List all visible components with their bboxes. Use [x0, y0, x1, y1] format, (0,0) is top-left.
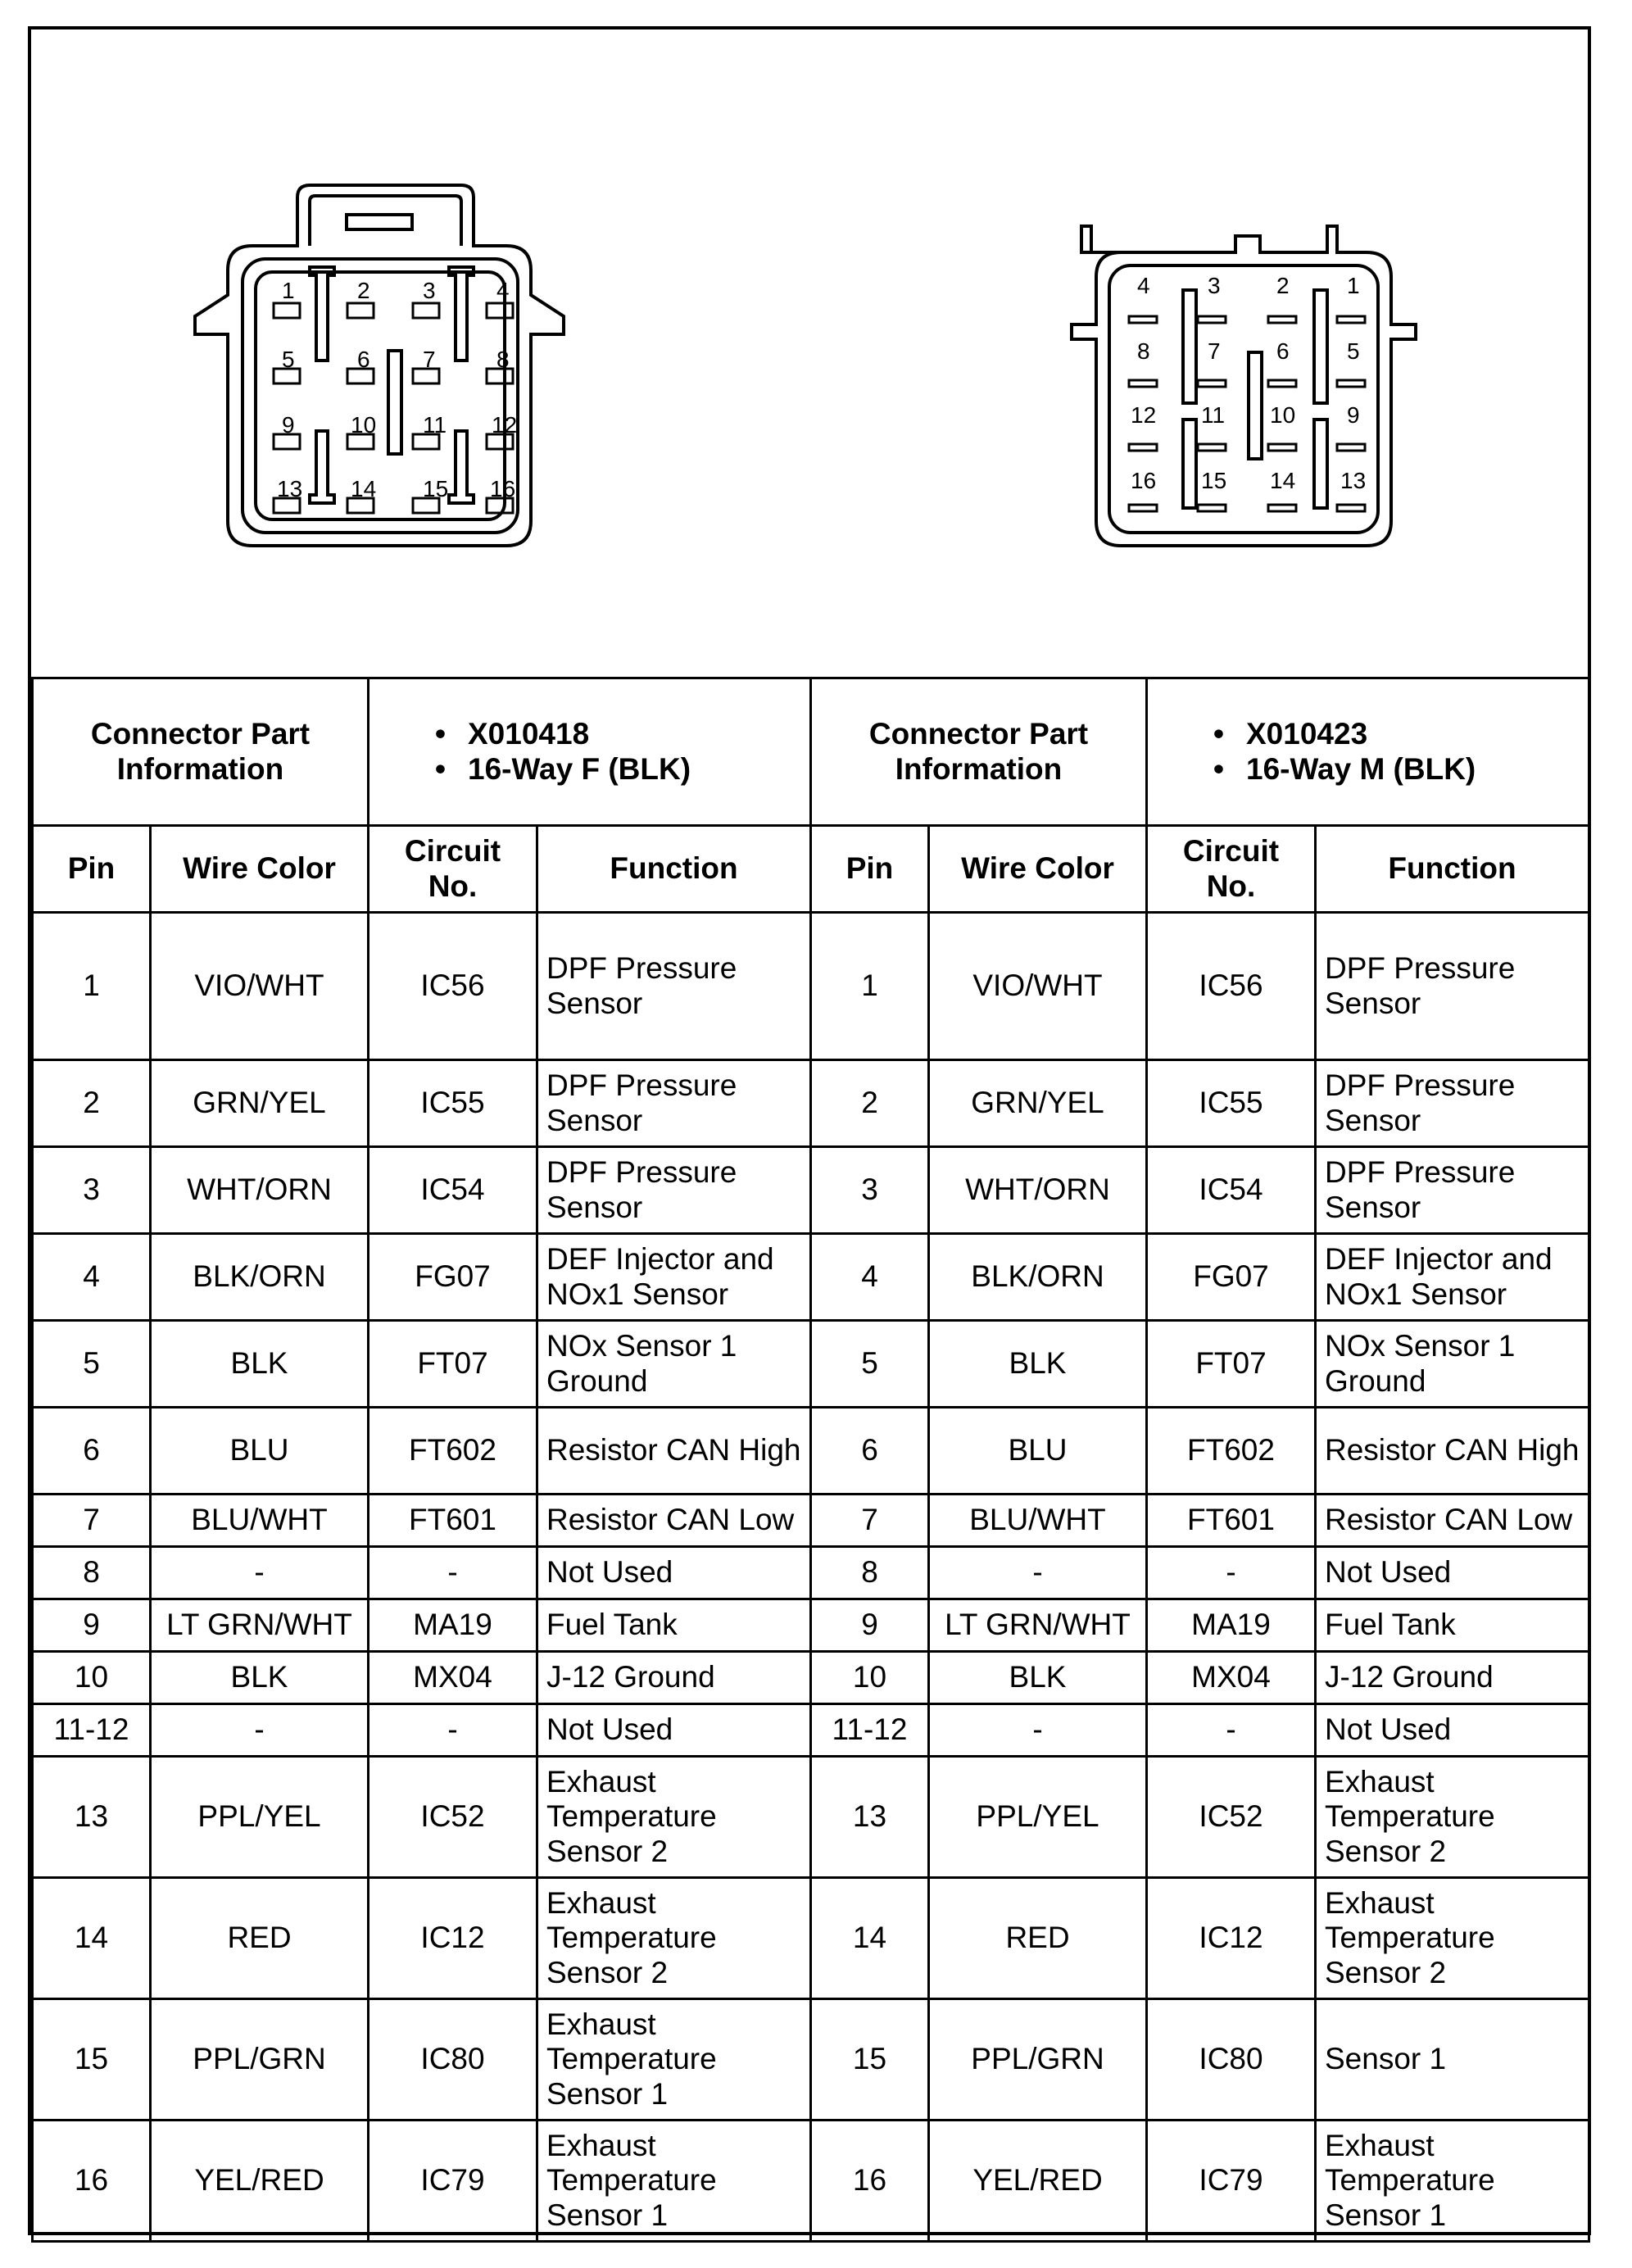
pin-cell: 9	[33, 1599, 151, 1652]
right-connector-info-label: Connector Part Information	[811, 678, 1147, 826]
column-header-circuit: Circuit No.	[1147, 826, 1316, 913]
wire-color-cell: LT GRN/WHT	[929, 1599, 1147, 1652]
circuit-cell: IC55	[1147, 1060, 1316, 1147]
wire-color-cell: PPL/GRN	[151, 1999, 369, 2121]
column-header-function: Function	[537, 826, 811, 913]
wire-color-cell: WHT/ORN	[151, 1147, 369, 1234]
function-cell: DPF Pressure Sensor	[537, 1060, 811, 1147]
pin-number-label: 9	[282, 412, 295, 438]
pin-number-label: 2	[357, 278, 370, 303]
function-cell: Exhaust Temperature Sensor 1	[537, 1999, 811, 2121]
wire-color-cell: BLU/WHT	[929, 1495, 1147, 1547]
function-cell: Exhaust Temperature Sensor 2	[1316, 1878, 1589, 1999]
pin-cell: 10	[811, 1652, 929, 1704]
pin-cell: 8	[811, 1547, 929, 1599]
pin-cell: 16	[33, 2121, 151, 2242]
wire-color-cell: PPL/GRN	[929, 1999, 1147, 2121]
table-row	[33, 1547, 1589, 1599]
pin-cell: 16	[811, 2121, 929, 2242]
connector-sheet	[28, 26, 1591, 2235]
circuit-cell: IC80	[1147, 1999, 1316, 2121]
table-row	[33, 1878, 1589, 1999]
pin-cell: 6	[811, 1408, 929, 1495]
pin-number-label: 15	[423, 476, 449, 501]
function-cell: DEF Injector and NOx1 Sensor	[1316, 1234, 1589, 1321]
wire-color-cell: BLU/WHT	[151, 1495, 369, 1547]
pin-number-label: 12	[492, 412, 518, 438]
pin-cell: 7	[811, 1495, 929, 1547]
circuit-cell: IC52	[369, 1757, 537, 1878]
wire-color-cell: -	[929, 1704, 1147, 1757]
circuit-cell: IC54	[1147, 1147, 1316, 1234]
wire-color-cell: BLK/ORN	[929, 1234, 1147, 1321]
pin-number-label: 6	[357, 347, 370, 372]
pin-number-label: 12	[1131, 402, 1157, 428]
pinout-rows	[33, 913, 1589, 2242]
left-part-number: • X010418	[435, 717, 803, 752]
circuit-cell: FT07	[369, 1321, 537, 1408]
wire-color-cell: BLU	[151, 1408, 369, 1495]
pin-number-label: 10	[1270, 402, 1296, 428]
pin-cell: 6	[33, 1408, 151, 1495]
pin-cell: 14	[811, 1878, 929, 1999]
wire-color-cell: LT GRN/WHT	[151, 1599, 369, 1652]
pin-cell: 13	[811, 1757, 929, 1878]
circuit-cell: FG07	[1147, 1234, 1316, 1321]
wire-color-cell: PPL/YEL	[151, 1757, 369, 1878]
wire-color-cell: YEL/RED	[929, 2121, 1147, 2242]
function-cell: DPF Pressure Sensor	[1316, 913, 1589, 1060]
circuit-cell: IC80	[369, 1999, 537, 2121]
pin-cell: 14	[33, 1878, 151, 1999]
circuit-cell: IC55	[369, 1060, 537, 1147]
circuit-cell: FG07	[369, 1234, 537, 1321]
table-row	[33, 1999, 1589, 2121]
pin-cell: 5	[33, 1321, 151, 1408]
function-cell: Sensor 1	[1316, 1999, 1589, 2121]
pin-number-label: 16	[1131, 468, 1157, 493]
function-cell: DPF Pressure Sensor	[537, 913, 811, 1060]
function-cell: Not Used	[1316, 1547, 1589, 1599]
wire-color-cell: WHT/ORN	[929, 1147, 1147, 1234]
column-header-pin: Pin	[811, 826, 929, 913]
pin-cell: 11-12	[811, 1704, 929, 1757]
table-row	[33, 1495, 1589, 1547]
female-pin-labels	[277, 278, 517, 501]
circuit-cell: -	[369, 1704, 537, 1757]
circuit-cell: IC12	[369, 1878, 537, 1999]
function-cell: DPF Pressure Sensor	[537, 1147, 811, 1234]
circuit-cell: IC52	[1147, 1757, 1316, 1878]
pin-cell: 7	[33, 1495, 151, 1547]
table-row	[33, 1408, 1589, 1495]
pin-cell: 15	[811, 1999, 929, 2121]
left-connector-info	[369, 678, 811, 826]
pin-number-label: 16	[490, 476, 516, 501]
table-row	[33, 1321, 1589, 1408]
pin-number-label: 15	[1201, 468, 1227, 493]
pin-cell: 15	[33, 1999, 151, 2121]
function-cell: Exhaust Temperature Sensor 2	[1316, 1757, 1589, 1878]
circuit-cell: FT602	[1147, 1408, 1316, 1495]
right-part-number: • X010423	[1213, 717, 1581, 752]
table-row	[33, 913, 1589, 1060]
pin-cell: 8	[33, 1547, 151, 1599]
wire-color-cell: BLK	[929, 1652, 1147, 1704]
pin-cell: 1	[811, 913, 929, 1060]
pin-cell: 13	[33, 1757, 151, 1878]
pin-cell: 2	[33, 1060, 151, 1147]
wire-color-cell: BLK	[929, 1321, 1147, 1408]
wire-color-cell: RED	[929, 1878, 1147, 1999]
pin-number-label: 7	[423, 347, 436, 372]
circuit-cell: MX04	[369, 1652, 537, 1704]
pin-cell: 4	[811, 1234, 929, 1321]
pin-number-label: 8	[1137, 338, 1150, 364]
function-cell: Fuel Tank	[1316, 1599, 1589, 1652]
circuit-cell: -	[1147, 1704, 1316, 1757]
circuit-cell: IC56	[1147, 913, 1316, 1060]
circuit-cell: IC79	[1147, 2121, 1316, 2242]
circuit-cell: IC79	[369, 2121, 537, 2242]
function-cell: Exhaust Temperature Sensor 1	[537, 2121, 811, 2242]
male-connector-drawing	[1072, 226, 1416, 546]
circuit-cell: MA19	[369, 1599, 537, 1652]
pin-cell: 11-12	[33, 1704, 151, 1757]
column-header-function: Function	[1316, 826, 1589, 913]
wire-color-cell: PPL/YEL	[929, 1757, 1147, 1878]
table-row	[33, 1234, 1589, 1321]
function-cell: J-12 Ground	[537, 1652, 811, 1704]
circuit-cell: MX04	[1147, 1652, 1316, 1704]
table-row	[33, 1060, 1589, 1147]
pin-number-label: 6	[1276, 338, 1290, 364]
pin-number-label: 1	[282, 278, 295, 303]
column-header-row	[33, 826, 1589, 913]
table-row	[33, 1704, 1589, 1757]
wire-color-cell: BLK/ORN	[151, 1234, 369, 1321]
circuit-cell: FT602	[369, 1408, 537, 1495]
left-connector-info-label: Connector Part Information	[33, 678, 369, 826]
circuit-cell: FT07	[1147, 1321, 1316, 1408]
table-row	[33, 2121, 1589, 2242]
function-cell: Not Used	[537, 1547, 811, 1599]
pinout-table	[31, 677, 1590, 2243]
circuit-cell: FT601	[369, 1495, 537, 1547]
pin-number-label: 5	[1347, 338, 1360, 364]
connector-diagram-area	[31, 29, 1588, 677]
pin-number-label: 4	[496, 278, 510, 303]
circuit-cell: IC54	[369, 1147, 537, 1234]
function-cell: Resistor CAN Low	[1316, 1495, 1589, 1547]
wire-color-cell: VIO/WHT	[929, 913, 1147, 1060]
function-cell: Resistor CAN High	[537, 1408, 811, 1495]
connector-drawings	[31, 29, 1588, 677]
wire-color-cell: BLK	[151, 1321, 369, 1408]
pin-number-label: 9	[1347, 402, 1360, 428]
pin-number-label: 11	[1201, 402, 1226, 428]
circuit-cell: FT601	[1147, 1495, 1316, 1547]
circuit-cell: -	[1147, 1547, 1316, 1599]
pin-number-label: 5	[282, 347, 295, 372]
column-header-circuit: Circuit No.	[369, 826, 537, 913]
connector-info-row	[33, 678, 1589, 826]
circuit-cell: IC56	[369, 913, 537, 1060]
column-header-pin: Pin	[33, 826, 151, 913]
pin-number-label: 14	[351, 476, 377, 501]
wire-color-cell: RED	[151, 1878, 369, 1999]
column-header-wire-color: Wire Color	[151, 826, 369, 913]
circuit-cell: IC12	[1147, 1878, 1316, 1999]
pin-cell: 5	[811, 1321, 929, 1408]
pin-number-label: 14	[1270, 468, 1296, 493]
table-row	[33, 1652, 1589, 1704]
right-connector-info	[1147, 678, 1589, 826]
pin-number-label: 2	[1276, 273, 1290, 298]
function-cell: NOx Sensor 1 Ground	[1316, 1321, 1589, 1408]
pin-cell: 2	[811, 1060, 929, 1147]
function-cell: Not Used	[537, 1704, 811, 1757]
pin-number-label: 1	[1347, 273, 1360, 298]
function-cell: Exhaust Temperature Sensor 2	[537, 1878, 811, 1999]
function-cell: J-12 Ground	[1316, 1652, 1589, 1704]
function-cell: Resistor CAN High	[1316, 1408, 1589, 1495]
pin-number-label: 11	[423, 412, 447, 438]
table-row	[33, 1599, 1589, 1652]
pin-number-label: 13	[277, 476, 303, 501]
wire-color-cell: -	[151, 1704, 369, 1757]
left-connector-description: • 16-Way F (BLK)	[435, 752, 803, 787]
pin-number-label: 3	[423, 278, 436, 303]
wire-color-cell: GRN/YEL	[151, 1060, 369, 1147]
function-cell: DEF Injector and NOx1 Sensor	[537, 1234, 811, 1321]
right-connector-description: • 16-Way M (BLK)	[1213, 752, 1581, 787]
function-cell: Exhaust Temperature Sensor 2	[537, 1757, 811, 1878]
function-cell: Resistor CAN Low	[537, 1495, 811, 1547]
wire-color-cell: YEL/RED	[151, 2121, 369, 2242]
circuit-cell: MA19	[1147, 1599, 1316, 1652]
function-cell: Fuel Tank	[537, 1599, 811, 1652]
pin-number-label: 10	[351, 412, 377, 438]
pin-cell: 3	[811, 1147, 929, 1234]
wire-color-cell: BLU	[929, 1408, 1147, 1495]
column-header-wire-color: Wire Color	[929, 826, 1147, 913]
wire-color-cell: VIO/WHT	[151, 913, 369, 1060]
pin-number-label: 7	[1208, 338, 1221, 364]
pin-cell: 1	[33, 913, 151, 1060]
pin-number-label: 13	[1340, 468, 1367, 493]
function-cell: Not Used	[1316, 1704, 1589, 1757]
function-cell: Exhaust Temperature Sensor 1	[1316, 2121, 1589, 2242]
pin-cell: 4	[33, 1234, 151, 1321]
pin-number-label: 8	[496, 347, 510, 372]
wire-color-cell: GRN/YEL	[929, 1060, 1147, 1147]
pin-cell: 9	[811, 1599, 929, 1652]
function-cell: DPF Pressure Sensor	[1316, 1147, 1589, 1234]
pin-cell: 10	[33, 1652, 151, 1704]
table-row	[33, 1147, 1589, 1234]
wire-color-cell: -	[151, 1547, 369, 1599]
pin-number-label: 3	[1208, 273, 1221, 298]
function-cell: DPF Pressure Sensor	[1316, 1060, 1589, 1147]
wire-color-cell: -	[929, 1547, 1147, 1599]
circuit-cell: -	[369, 1547, 537, 1599]
table-row	[33, 1757, 1589, 1878]
function-cell: NOx Sensor 1 Ground	[537, 1321, 811, 1408]
pin-number-label: 4	[1137, 273, 1150, 298]
pin-cell: 3	[33, 1147, 151, 1234]
wire-color-cell: BLK	[151, 1652, 369, 1704]
